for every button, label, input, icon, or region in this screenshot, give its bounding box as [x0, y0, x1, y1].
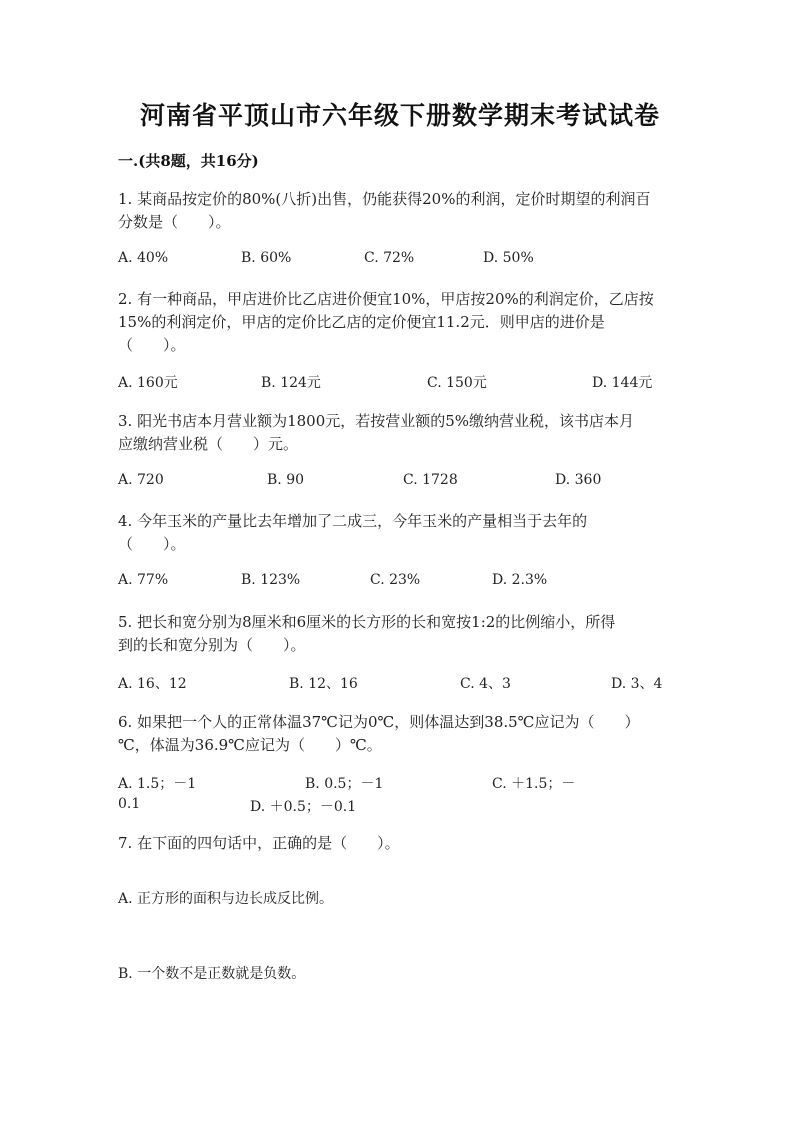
question-6 — [118, 711, 678, 757]
question-7 — [118, 832, 678, 855]
question-4 — [118, 510, 678, 556]
page-title: 河南省平顶山市六年级下册数学期末考试试卷 — [139, 101, 660, 130]
question-text-line: 1. 某商品按定价的80%(八折)出售，仍能获得20%的利润，定价时期望的利润百 — [118, 190, 651, 208]
question-3 — [118, 410, 678, 456]
option-c: C. 23% — [370, 572, 421, 588]
question-text-line: 6. 如果把一个人的正常体温37℃记为0℃，则体温达到38.5℃应记为（ ） — [118, 713, 640, 731]
question-text-line: 分数是（ ）。 — [118, 213, 231, 231]
option-d: D. 50% — [483, 250, 534, 266]
option-a: A. 77% — [118, 572, 169, 588]
question-text-line: 4. 今年玉米的产量比去年增加了二成三，今年玉米的产量相当于去年的 — [118, 512, 588, 530]
question-text-line: 2. 有一种商品，甲店进价比乙店进价便宜10%，甲店按20%的利润定价，乙店按 — [118, 290, 654, 308]
option-b: B. 90 — [267, 472, 305, 488]
option-d: D. 360 — [555, 472, 602, 488]
option-b: B. 12、16 — [289, 676, 358, 692]
option-c: C. 1728 — [403, 472, 458, 488]
option-c: C. ＋1.5；－ — [492, 776, 576, 792]
question-text-line: 7. 在下面的四句话中，正确的是（ ）。 — [118, 834, 400, 852]
question-text-line: （ ）。 — [118, 336, 186, 354]
option-d: D. 3、4 — [611, 676, 663, 692]
question-text-line: 15%的利润定价，甲店的定价比乙店的定价便宜11.2元．则甲店的进价是 — [118, 313, 605, 331]
option-d: D. 2.3% — [492, 572, 548, 588]
question-1 — [118, 188, 678, 234]
question-text-line: 到的长和宽分别为（ ）。 — [118, 636, 306, 654]
option-d: D. ＋0.5；－0.1 — [250, 799, 357, 815]
option-c: C. 150元 — [427, 375, 487, 391]
question-5 — [118, 611, 678, 657]
option-b: B. 60% — [241, 250, 292, 266]
question-2 — [118, 288, 678, 357]
option-b: B. 124元 — [261, 375, 321, 391]
option-a: A. 160元 — [118, 375, 178, 391]
option-b: B. 123% — [241, 572, 301, 588]
option-a: A. 正方形的面积与边长成反比例。 — [118, 891, 334, 907]
option-b: B. 0.5；－1 — [305, 776, 384, 792]
question-text-line: （ ）。 — [118, 535, 186, 553]
option-a: A. 16、12 — [118, 676, 187, 692]
question-text-line: 应缴纳营业税（ ）元。 — [118, 435, 299, 453]
option-a: A. 720 — [118, 472, 164, 488]
question-text-line: 3. 阳光书店本月营业额为1800元，若按营业额的5%缴纳营业税，该书店本月 — [118, 412, 635, 430]
option-c: C. 72% — [364, 250, 415, 266]
option-c-continued: 0.1 — [118, 796, 141, 812]
option-d: D. 144元 — [592, 375, 653, 391]
option-c: C. 4、3 — [460, 676, 511, 692]
question-text-line: 5. 把长和宽分别为8厘米和6厘米的长方形的长和宽按1:2的比例缩小，所得 — [118, 613, 616, 631]
option-a: A. 40% — [118, 250, 169, 266]
section-heading: 一.(共8题，共16分) — [118, 152, 259, 170]
question-text-line: ℃，体温为36.9℃应记为（ ）℃。 — [118, 736, 382, 754]
option-b: B. 一个数不是正数就是负数。 — [118, 966, 306, 982]
option-a: A. 1.5；－1 — [118, 776, 197, 792]
